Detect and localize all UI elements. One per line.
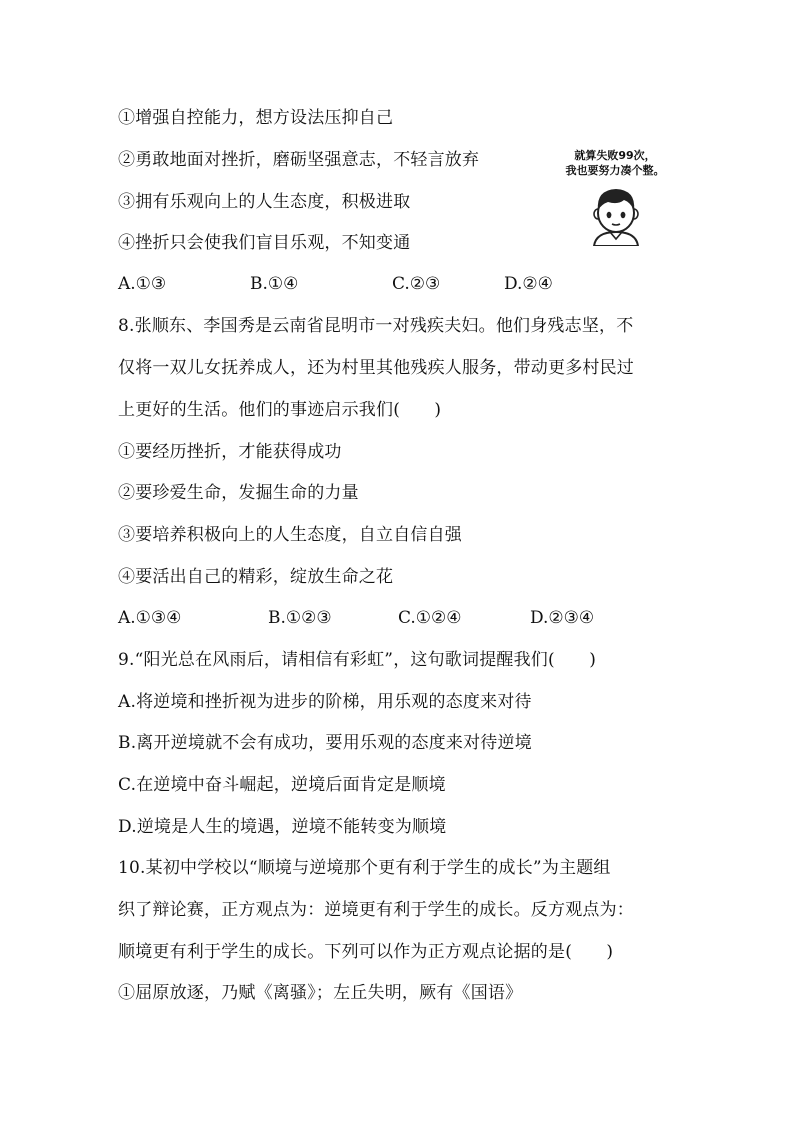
q7-option-b: B.①④ (250, 274, 299, 294)
q8-stem-line-3: 上更好的生活。他们的事迹启示我们( ) (118, 400, 442, 420)
q8-option-b: B.①②③ (268, 608, 332, 628)
q9-stem: 9.“阳光总在风雨后，请相信有彩虹”，这句歌词提醒我们( ) (118, 650, 597, 670)
q8-item-3: ③要培养积极向上的人生态度，自立自信自强 (118, 525, 462, 545)
q9-option-b: B.离开逆境就不会有成功，要用乐观的态度来对待逆境 (118, 733, 532, 753)
q7-item-4: ④挫折只会使我们盲目乐观，不知变通 (118, 233, 411, 253)
q8-stem-line-2: 仅将一双儿女抚养成人，还为村里其他残疾人服务，带动更多村民过 (118, 358, 634, 378)
q7-item-3: ③拥有乐观向上的人生态度，积极进取 (118, 192, 411, 212)
q8-item-4: ④要活出自己的精彩，绽放生命之花 (118, 567, 394, 587)
q9-option-c: C.在逆境中奋斗崛起，逆境后面肯定是顺境 (118, 775, 446, 795)
q10-stem-line-1: 10.某初中学校以“顺境与逆境那个更有利于学生的成长”为主题组 (118, 858, 611, 878)
cartoon-illustration (548, 148, 682, 248)
q7-option-c: C.②③ (392, 274, 441, 294)
q8-stem-line-1: 8.张顺东、李国秀是云南省昆明市一对残疾夫妇。他们身残志坚，不 (118, 316, 634, 336)
q8-item-2: ②要珍爱生命，发掘生命的力量 (118, 483, 359, 503)
q9-option-d: D.逆境是人生的境遇，逆境不能转变为顺境 (118, 817, 447, 837)
cartoon-caption (548, 148, 682, 178)
q10-item-1: ①屈原放逐，乃赋《离骚》；左丘失明，厥有《国语》 (118, 983, 523, 1003)
q7-option-d: D.②④ (504, 274, 553, 294)
q9-option-a: A.将逆境和挫折视为进步的阶梯，用乐观的态度来对待 (118, 692, 532, 712)
q8-item-1: ①要经历挫折，才能获得成功 (118, 442, 342, 462)
q7-option-a: A.①③ (118, 274, 167, 294)
q8-option-d: D.②③④ (530, 608, 595, 628)
q10-stem-line-3: 顺境更有利于学生的成长。下列可以作为正方观点论据的是( ) (118, 942, 614, 962)
q7-item-1: ①增强自控能力，想方设法压抑自己 (118, 108, 394, 128)
q7-item-2: ②勇敢地面对挫折，磨砺坚强意志，不轻言放弃 (118, 150, 480, 170)
cartoon-caption-line-1: 就算失败99次， (574, 149, 656, 162)
q8-option-c: C.①②④ (398, 608, 462, 628)
boy-icon (584, 182, 648, 246)
q8-option-a: A.①③④ (118, 608, 182, 628)
q10-stem-line-2: 织了辩论赛，正方观点为：逆境更有利于学生的成长。反方观点为： (118, 900, 634, 920)
cartoon-caption-line-2: 我也要努力凑个整。 (565, 164, 665, 177)
